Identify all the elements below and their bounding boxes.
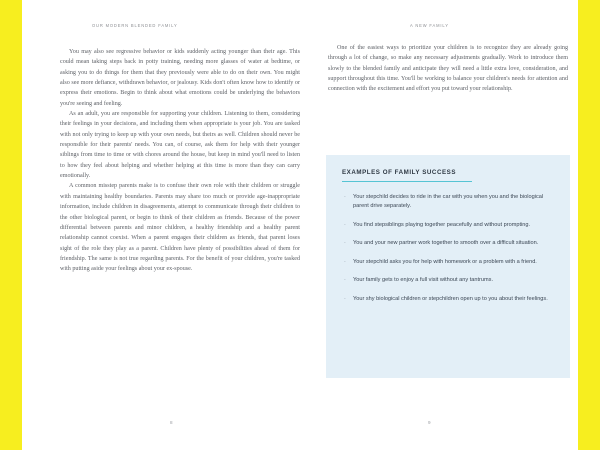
callout-box-family-success [326,155,570,378]
page-right [300,0,578,450]
list-item [342,239,554,248]
list-item [342,193,554,211]
bullet-icon: · [344,258,346,265]
callout-title: EXAMPLES OF FAMILY SUCCESS [342,169,457,176]
list-item-label: Your shy biological children or stepchildren open up to you about their feelings. [353,295,548,302]
running-head-left: OUR MODERN BLENDED FAMILY [92,23,178,28]
list-item [342,258,554,267]
paragraph: You may also see regressive behavior or kids suddenly acting younger than their age. This could mean taking steps back in potty training, needing more glasses of water at bedtime, or asking you to do things for them that they previously were able to do on their own. You might also see more defiance, withdrawn behavior, or jealousy. Kids don't often know how to identify or express their emotions. Begin to think about what emotions could be underlying the behaviors you're seeing and feeling. [60,49,300,107]
list-item-label: You and your new partner work together to smooth over a difficult situation. [353,240,539,247]
bullet-icon: · [344,277,346,284]
page-left [22,0,300,450]
body-column-right [328,43,568,95]
list-item-label: You find stepsiblings playing together peacefully and without prompting. [353,221,531,228]
decorative-band-right [578,0,600,450]
bullet-icon: · [344,240,346,247]
running-head-right: A NEW FAMILY [410,23,449,28]
paragraph: One of the easiest ways to prioritize your children is to recognize they are already going through a lot of change, so make any necessary adjustments gradually. Work to introduce them slowly to the blended family and anticipate they will need a little extra love, consideration, and support throughout this time. You'll be working to balance your children's needs for attention and connection with the excitement and effort you put toward your relationship. [328,45,568,93]
paragraph: As an adult, you are responsible for supporting your children. Listening to them, considering their feelings in your decisions, and including them when appropriate is your job. You are tasked with not only trying to keep up with your own needs, but theirs as well. Children should never be responsible for their parents' needs. You can, of course, ask them for help with their younger siblings from time to time or with chores around the house, but keep in mind you'll need to listen to how they feel about helping and whether helping at this time is more than they can carry emotionally. [60,111,300,180]
bullet-icon: · [344,221,346,228]
paragraph: A common misstep parents make is to confuse their own role with their children or struggle with maintaining healthy boundaries. Parents may share too much or provide age-inappropriate information, include children in disagreements, attempt to communicate through their children to the other biological parent, or begin to think of their children as friends. Because of the power differential between parents and minor children, a healthy friendship and a healthy parent relationship cannot coexist. When a parent engages their children as friends, that parent loses sight of the role they play as a parent. Children have plenty of possibilities ahead of them for friendship. The same is not true regarding parents. For the benefit of your children, you're tasked with putting aside your feelings about your ex-spouse. [60,183,300,273]
callout-list [342,193,554,304]
bullet-icon: · [344,194,346,201]
list-item-label: Your family gets to enjoy a full visit without any tantrums. [353,277,494,284]
decorative-band-left [0,0,22,450]
book-spread [22,0,578,450]
bullet-icon: · [344,295,346,302]
list-item [342,221,554,230]
page-number-left: 8 [170,420,173,425]
page-number-right: 9 [428,420,431,425]
list-item-label: Your stepchild asks you for help with homework or a problem with a friend. [353,258,537,265]
body-column-left [60,47,300,275]
callout-divider [342,181,472,182]
list-item-label: Your stepchild decides to ride in the car with you when you and the biological parent drive separately. [353,194,544,210]
list-item [342,295,554,304]
list-item [342,276,554,285]
